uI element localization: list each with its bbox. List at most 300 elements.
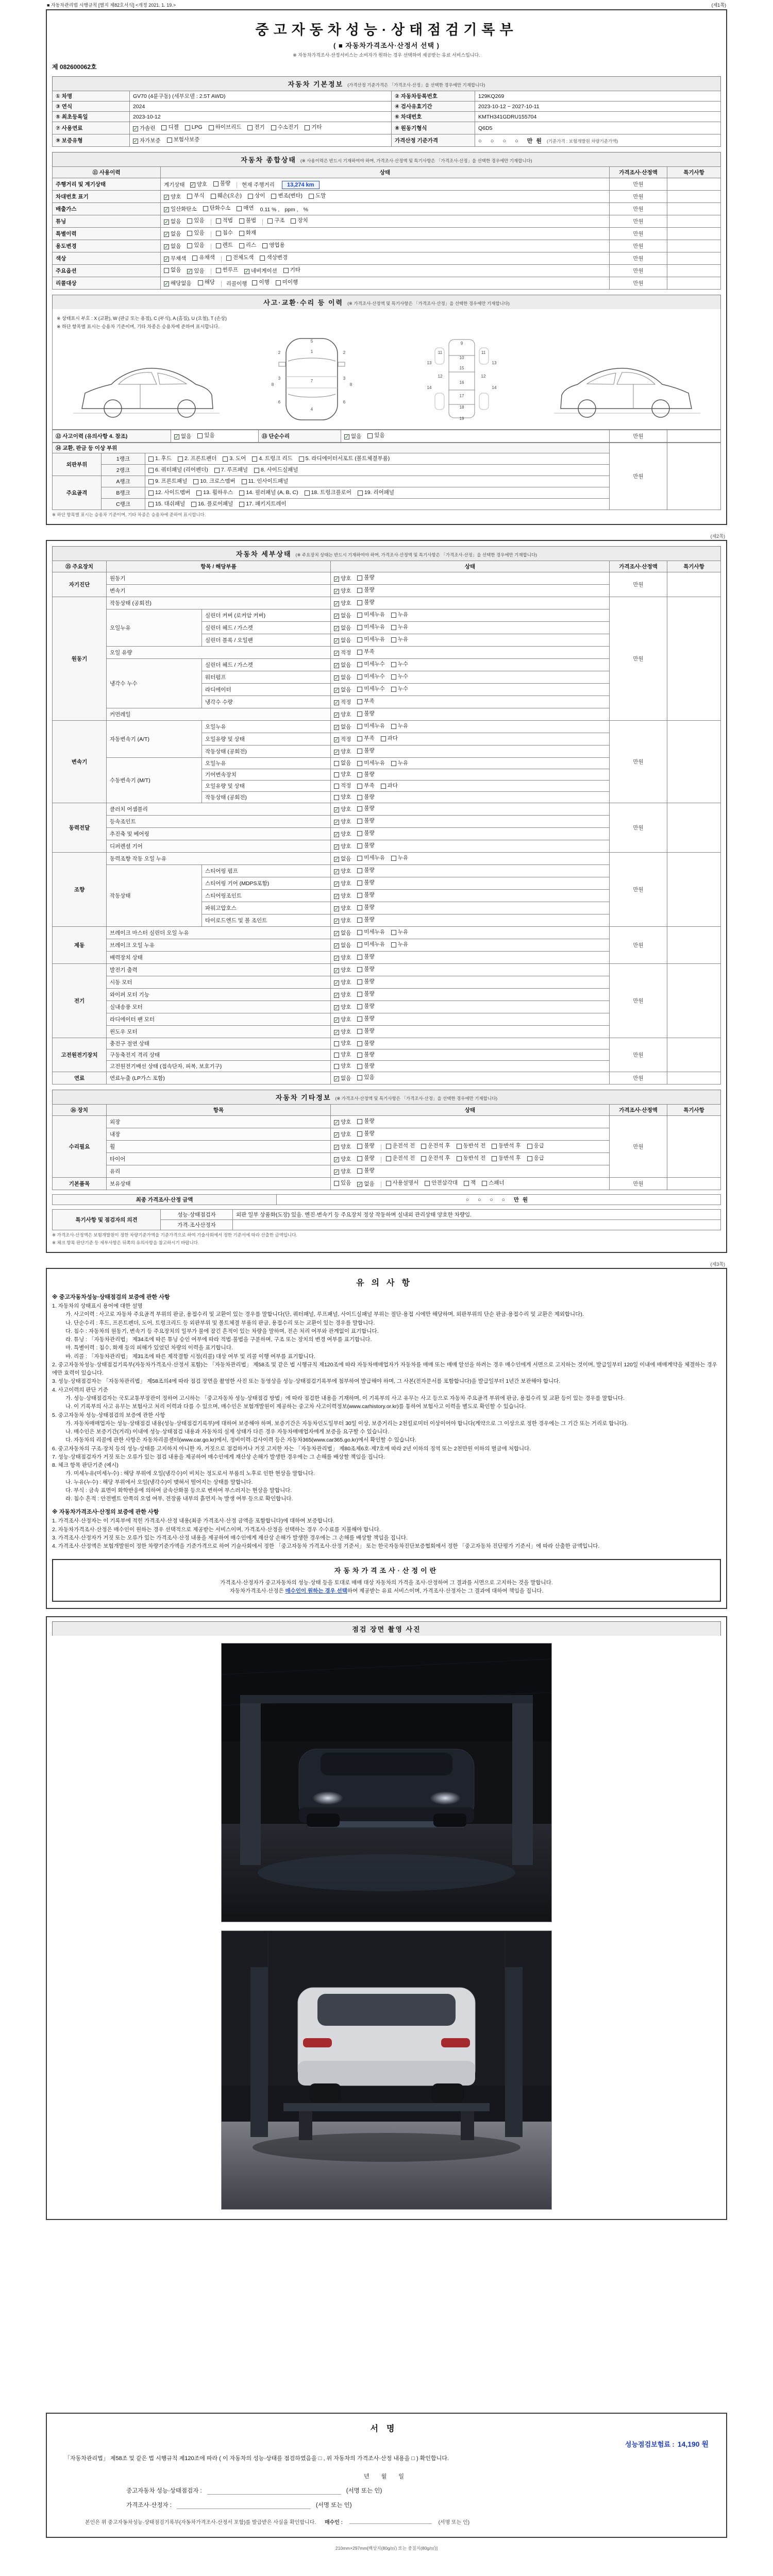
checkbox-unchecked-icon[interactable]	[358, 490, 363, 496]
checkbox-unchecked-icon[interactable]	[148, 479, 154, 484]
rank-label: 1랭크	[102, 453, 145, 465]
checkbox-unchecked-icon[interactable]	[187, 231, 192, 236]
checkbox-unchecked-icon[interactable]	[213, 181, 219, 187]
checkbox-unchecked-icon[interactable]	[357, 967, 362, 972]
option-label: 양호	[341, 1052, 351, 1058]
checkbox-unchecked-icon[interactable]	[357, 992, 362, 997]
option-label: 없음	[341, 760, 351, 766]
state-cell	[331, 1128, 610, 1141]
checkbox-unchecked-icon[interactable]	[357, 699, 362, 704]
option-text: %	[303, 206, 308, 213]
accident-title-note: (※ 가격조사·산정액 및 특기사항은 「가격조사·산정」을 선택한 경우에만 기재합니다)	[347, 301, 510, 306]
checkbox-unchecked-icon[interactable]	[305, 125, 310, 130]
checkbox-unchecked-icon[interactable]	[193, 479, 198, 484]
checkbox-unchecked-icon[interactable]	[357, 650, 362, 655]
checkbox-checked-icon[interactable]: ✓	[334, 856, 339, 862]
checkbox-unchecked-icon[interactable]	[357, 1131, 362, 1137]
checkbox-unchecked-icon[interactable]	[391, 942, 396, 947]
checkbox-unchecked-icon[interactable]	[260, 256, 265, 261]
comprehensive-title: 자동차 종합상태	[241, 156, 296, 164]
buyer-signature-line[interactable]	[349, 2517, 432, 2524]
item-label: 실내송풍 모터	[107, 1001, 331, 1013]
checkbox-unchecked-icon[interactable]	[527, 1156, 532, 1161]
checkbox-unchecked-icon[interactable]	[334, 1041, 339, 1046]
option	[164, 205, 197, 214]
checkbox-unchecked-icon[interactable]	[192, 256, 197, 261]
checkbox-unchecked-icon[interactable]	[391, 687, 396, 692]
checkbox-unchecked-icon[interactable]	[381, 784, 386, 789]
signature-section	[46, 2413, 727, 2538]
state-cell	[331, 1178, 610, 1190]
checkbox-unchecked-icon[interactable]	[197, 433, 203, 438]
header-usage: ⑪ 사용이력	[53, 167, 161, 178]
checkbox-unchecked-icon[interactable]	[357, 918, 362, 923]
checkbox-unchecked-icon[interactable]	[178, 456, 183, 462]
checkbox-unchecked-icon[interactable]	[334, 795, 339, 800]
checkbox-checked-icon[interactable]: ✓	[334, 955, 339, 961]
inspector-signature-line[interactable]	[207, 2488, 341, 2495]
checkbox-unchecked-icon[interactable]	[161, 125, 166, 130]
checkbox-checked-icon[interactable]: ✓	[164, 194, 169, 200]
checkbox-checked-icon[interactable]: ✓	[164, 281, 169, 287]
exchange-parts-table	[52, 443, 721, 510]
checkbox-unchecked-icon[interactable]	[357, 724, 362, 729]
panel-number: 7	[310, 379, 313, 383]
checkbox-unchecked-icon[interactable]	[252, 280, 257, 285]
checkbox-unchecked-icon[interactable]	[334, 784, 339, 789]
checkbox-unchecked-icon[interactable]	[187, 243, 192, 248]
checkbox-unchecked-icon[interactable]	[357, 1119, 362, 1124]
option-label: 양호	[341, 1119, 351, 1125]
option-label: 동반석 후	[498, 1143, 521, 1149]
table-header-row	[53, 167, 721, 178]
checkbox-unchecked-icon[interactable]	[425, 1181, 430, 1186]
checkbox-unchecked-icon[interactable]	[334, 1053, 339, 1058]
checkbox-checked-icon[interactable]: ✓	[164, 256, 169, 262]
vin-value: KMTH341GDRU155704	[475, 112, 721, 122]
checkbox-unchecked-icon[interactable]	[391, 674, 396, 680]
checkbox-unchecked-icon[interactable]	[271, 125, 276, 130]
checkbox-unchecked-icon[interactable]	[457, 1144, 462, 1149]
option	[357, 1014, 374, 1023]
checkbox-unchecked-icon[interactable]	[391, 724, 396, 729]
checkbox-unchecked-icon[interactable]	[357, 1156, 362, 1161]
option	[334, 636, 351, 645]
checkbox-checked-icon[interactable]: ✓	[334, 881, 339, 887]
checkbox-unchecked-icon[interactable]	[492, 1156, 497, 1161]
note-cell	[667, 1178, 721, 1190]
checkbox-checked-icon[interactable]: ✓	[334, 930, 339, 937]
option	[309, 192, 326, 200]
exchange-header-row	[53, 443, 721, 453]
price-cell: 만원	[610, 228, 667, 240]
option-label: 없음	[171, 231, 181, 237]
final-amount-value: ○ ○ ○ ○ 만원	[277, 1195, 721, 1205]
checkbox-checked-icon[interactable]: ✓	[334, 601, 339, 607]
price-cell: 만원	[610, 572, 667, 597]
checkbox-checked-icon[interactable]: ✓	[334, 737, 339, 743]
checkbox-checked-icon[interactable]: ✓	[334, 749, 339, 755]
checkbox-unchecked-icon[interactable]	[357, 856, 362, 861]
checkbox-checked-icon[interactable]: ✓	[164, 207, 169, 213]
checkbox-unchecked-icon[interactable]	[367, 433, 373, 438]
part-label: 실린더 블록 / 오일팬	[202, 634, 331, 647]
checkbox-unchecked-icon[interactable]	[391, 662, 396, 667]
option	[357, 829, 374, 838]
accident-summary-table	[52, 430, 721, 443]
checkbox-checked-icon[interactable]: ✓	[334, 1017, 339, 1023]
option	[226, 253, 254, 262]
checkbox-unchecked-icon[interactable]	[464, 1181, 469, 1186]
checkbox-unchecked-icon[interactable]	[357, 880, 362, 886]
checkbox-checked-icon[interactable]: ✓	[133, 138, 138, 144]
device-label: 고전원전기장치	[53, 1038, 107, 1072]
option	[357, 817, 374, 825]
rank-items	[145, 476, 610, 487]
option	[357, 977, 374, 986]
part-label: 실린더 헤드 / 가스켓	[202, 622, 331, 634]
checkbox-unchecked-icon[interactable]	[357, 1075, 362, 1080]
option-label: 침수	[222, 230, 233, 236]
checkbox-unchecked-icon[interactable]	[357, 1016, 362, 1022]
checkbox-unchecked-icon[interactable]	[357, 674, 362, 680]
checkbox-checked-icon[interactable]: ✓	[334, 1076, 339, 1082]
option	[254, 466, 298, 474]
checkbox-unchecked-icon[interactable]	[223, 456, 228, 462]
checkbox-unchecked-icon[interactable]	[196, 490, 201, 496]
checkbox-unchecked-icon[interactable]	[357, 613, 362, 618]
checkbox-unchecked-icon[interactable]	[148, 456, 154, 462]
checkbox-unchecked-icon[interactable]	[357, 637, 362, 642]
exchange-parts-body	[53, 443, 721, 510]
checkbox-checked-icon[interactable]: ✓	[164, 244, 169, 250]
checkbox-checked-icon[interactable]: ✓	[334, 832, 339, 838]
option	[391, 685, 408, 693]
checkbox-unchecked-icon[interactable]	[267, 218, 273, 224]
option-label: 불량	[220, 180, 231, 187]
checkbox-checked-icon[interactable]: ✓	[334, 980, 339, 986]
option	[244, 267, 277, 276]
option	[357, 598, 374, 607]
checkbox-checked-icon[interactable]: ✓	[334, 1157, 339, 1163]
option-label: 양호	[341, 955, 351, 961]
checkbox-unchecked-icon[interactable]	[391, 930, 396, 935]
checkbox-checked-icon[interactable]: ✓	[358, 1181, 362, 1188]
usage-state	[161, 191, 610, 203]
checkbox-unchecked-icon[interactable]	[357, 868, 362, 873]
option-label: 미세누수	[364, 661, 385, 667]
checkbox-unchecked-icon[interactable]	[357, 979, 362, 985]
checkbox-checked-icon[interactable]: ✓	[190, 182, 195, 188]
checkbox-checked-icon[interactable]: ✓	[245, 268, 249, 275]
checkbox-unchecked-icon[interactable]	[381, 736, 386, 741]
checkbox-unchecked-icon[interactable]	[216, 243, 221, 248]
checkbox-unchecked-icon[interactable]	[148, 468, 154, 473]
option	[334, 649, 351, 657]
checkbox-unchecked-icon[interactable]	[357, 1004, 362, 1009]
checkbox-checked-icon[interactable]: ✓	[334, 906, 339, 912]
checkbox-checked-icon[interactable]: ✓	[164, 219, 169, 225]
checkbox-unchecked-icon[interactable]	[357, 893, 362, 898]
checkbox-unchecked-icon[interactable]	[357, 575, 362, 581]
checkbox-unchecked-icon[interactable]	[357, 930, 362, 935]
checkbox-unchecked-icon[interactable]	[237, 206, 242, 211]
header-price: 가격조사·산정액	[610, 167, 667, 178]
checkbox-checked-icon[interactable]: ✓	[345, 434, 349, 440]
checkbox-unchecked-icon[interactable]	[216, 231, 221, 236]
checkbox-unchecked-icon[interactable]	[357, 687, 362, 692]
blank-gap	[46, 2227, 727, 2413]
item-label: 발전기 출력	[107, 964, 331, 976]
option-label: 부족	[364, 698, 375, 704]
checkbox-unchecked-icon[interactable]	[239, 231, 244, 236]
state-cell	[331, 1165, 610, 1178]
option	[334, 748, 351, 756]
checkbox-unchecked-icon[interactable]	[357, 831, 362, 836]
option	[334, 661, 351, 670]
comprehensive-body	[53, 178, 721, 290]
checkbox-checked-icon[interactable]: ✓	[133, 126, 138, 132]
option-label: 양호	[341, 979, 351, 986]
checkbox-unchecked-icon[interactable]	[391, 613, 396, 618]
checkbox-unchecked-icon[interactable]	[248, 194, 253, 199]
checkbox-unchecked-icon[interactable]	[239, 490, 244, 496]
checkbox-unchecked-icon[interactable]	[216, 218, 221, 224]
checkbox-unchecked-icon[interactable]	[164, 268, 169, 273]
checkbox-unchecked-icon[interactable]	[187, 194, 192, 199]
option-label: 불량	[364, 867, 375, 873]
checkbox-checked-icon[interactable]: ✓	[334, 650, 339, 656]
option	[357, 672, 385, 681]
checkbox-checked-icon[interactable]: ✓	[334, 663, 339, 669]
checkbox-unchecked-icon[interactable]	[242, 479, 247, 484]
checkbox-unchecked-icon[interactable]	[271, 194, 276, 199]
usage-item-label: 차대번호 표기	[53, 191, 161, 203]
option-label: 기타	[311, 124, 322, 130]
part-label: 오일누유	[202, 721, 331, 733]
part-label: 냉각수 수량	[202, 696, 331, 708]
usage-state	[161, 203, 610, 215]
option-label: 응급	[533, 1155, 544, 1161]
option	[357, 916, 374, 924]
checkbox-checked-icon[interactable]: ✓	[334, 687, 339, 693]
option	[148, 500, 185, 509]
checkbox-unchecked-icon[interactable]	[211, 194, 216, 199]
checkbox-checked-icon[interactable]: ✓	[334, 1144, 339, 1150]
checkbox-unchecked-icon[interactable]	[357, 1144, 362, 1149]
option	[239, 229, 256, 238]
checkbox-unchecked-icon[interactable]	[334, 1181, 339, 1186]
checkbox-unchecked-icon[interactable]	[357, 761, 362, 766]
appraiser-signature-line[interactable]	[177, 2502, 311, 2509]
option-label: 미세누유	[364, 855, 385, 861]
checkbox-unchecked-icon[interactable]	[214, 468, 220, 473]
checkbox-unchecked-icon[interactable]	[357, 1029, 362, 1034]
checkbox-unchecked-icon[interactable]	[276, 280, 281, 285]
checkbox-checked-icon[interactable]: ✓	[334, 893, 339, 900]
checkbox-checked-icon[interactable]: ✓	[175, 434, 179, 440]
checkbox-unchecked-icon[interactable]	[527, 1144, 532, 1149]
checkbox-checked-icon[interactable]: ✓	[334, 724, 339, 731]
checkbox-unchecked-icon[interactable]	[291, 218, 296, 224]
checkbox-unchecked-icon[interactable]	[185, 125, 190, 130]
checkbox-unchecked-icon[interactable]	[357, 1053, 362, 1058]
checkbox-unchecked-icon[interactable]	[239, 502, 244, 507]
option-label: 불량	[364, 587, 375, 593]
option-label: 수소전기	[277, 124, 299, 130]
checkbox-unchecked-icon[interactable]	[148, 490, 154, 496]
checkbox-checked-icon[interactable]: ✓	[334, 844, 339, 850]
section-comprehensive	[52, 152, 721, 290]
checkbox-unchecked-icon[interactable]	[357, 1168, 362, 1174]
checkbox-checked-icon[interactable]: ✓	[334, 675, 339, 681]
checkbox-unchecked-icon[interactable]	[482, 1181, 487, 1186]
checkbox-unchecked-icon[interactable]	[305, 490, 310, 496]
checkbox-unchecked-icon[interactable]	[421, 1156, 426, 1161]
checkbox-unchecked-icon[interactable]	[209, 125, 214, 130]
checkbox-unchecked-icon[interactable]	[357, 1064, 362, 1069]
document-subnote: ※ 자동차가격조사·산정서비스는 소비자가 원하는 경우 선택하여 제공받는 유료 서비스입니다.	[293, 53, 480, 58]
signature-statement: 「자동차관리법」 제58조 및 같은 법 시행규칙 제120조에 따라 ( 이 자동차의 성능·상태를 점검하였음을 □ , 위 자동차의 가격조사·산정 내용을 □ ) 확인합니다.	[64, 2455, 449, 2462]
checkbox-unchecked-icon[interactable]	[334, 761, 339, 766]
checkbox-checked-icon[interactable]: ✓	[334, 613, 339, 619]
option-label: 없음	[171, 218, 181, 225]
checkbox-unchecked-icon[interactable]	[252, 456, 257, 462]
checkbox-checked-icon[interactable]: ✓	[334, 1132, 339, 1138]
inspection-value: 2023-10-12 ~ 2027-10-11	[475, 101, 721, 112]
option-text: ppm ,	[284, 206, 298, 213]
checkbox-unchecked-icon[interactable]	[239, 243, 244, 248]
checkbox-unchecked-icon[interactable]	[357, 625, 362, 630]
option-label: 누유	[397, 941, 409, 947]
checkbox-unchecked-icon[interactable]	[357, 819, 362, 824]
checkbox-unchecked-icon[interactable]	[357, 588, 362, 593]
final-amount-label: 최종 가격조사·산정 금액	[53, 1195, 277, 1205]
checkbox-unchecked-icon[interactable]	[334, 1064, 339, 1069]
rank-label: C랭크	[102, 499, 145, 510]
checkbox-checked-icon[interactable]: ✓	[334, 588, 339, 595]
checkbox-unchecked-icon[interactable]	[357, 942, 362, 947]
checkbox-checked-icon[interactable]: ✓	[334, 968, 339, 974]
checkbox-unchecked-icon[interactable]	[247, 125, 253, 130]
option	[190, 180, 207, 189]
checkbox-unchecked-icon[interactable]	[203, 206, 208, 211]
checkbox-unchecked-icon[interactable]	[262, 243, 267, 248]
checkbox-checked-icon[interactable]: ✓	[164, 231, 169, 238]
item-label: 내장	[107, 1128, 331, 1141]
price-cell: 만원	[610, 597, 667, 721]
opinion-text	[233, 1220, 721, 1230]
checkbox-unchecked-icon[interactable]	[391, 637, 396, 642]
checkbox-unchecked-icon[interactable]	[148, 502, 154, 507]
checkbox-unchecked-icon[interactable]	[309, 194, 314, 199]
checkbox-unchecked-icon[interactable]	[386, 1144, 391, 1149]
checkbox-unchecked-icon[interactable]	[357, 955, 362, 960]
notices-line: 나. 매수인은 보증기간(거리) 이내에 성능·상태점검 내용과 자동차의 실제 상태가 다른 경우 자동차매매업자에게 보증을 요구할 수 있습니다.	[65, 1429, 390, 1435]
appraiser-label: 가격조사·산정자 :	[126, 2502, 172, 2509]
option-label: 불량	[364, 1143, 375, 1149]
checkbox-checked-icon[interactable]: ✓	[334, 807, 339, 813]
usage-state	[161, 277, 610, 290]
checkbox-checked-icon[interactable]: ✓	[188, 268, 192, 275]
device-row	[53, 964, 721, 976]
checkbox-checked-icon[interactable]: ✓	[334, 1005, 339, 1011]
definition-box-title: 자동차가격조사·산정이란	[334, 1566, 439, 1574]
checkbox-unchecked-icon[interactable]	[357, 662, 362, 667]
checkbox-unchecked-icon[interactable]	[216, 268, 221, 273]
header-state: 상태	[331, 561, 610, 572]
checkbox-checked-icon[interactable]: ✓	[334, 819, 339, 825]
option	[357, 611, 385, 619]
checkbox-checked-icon[interactable]: ✓	[334, 1120, 339, 1126]
checkbox-unchecked-icon[interactable]	[167, 138, 172, 143]
checkbox-unchecked-icon[interactable]	[357, 749, 362, 754]
checkbox-unchecked-icon[interactable]	[391, 761, 396, 766]
checkbox-unchecked-icon[interactable]	[357, 600, 362, 605]
checkbox-unchecked-icon[interactable]	[239, 218, 244, 224]
checkbox-unchecked-icon[interactable]	[357, 843, 362, 849]
checkbox-checked-icon[interactable]: ✓	[334, 869, 339, 875]
note-cell	[667, 252, 721, 265]
checkbox-unchecked-icon[interactable]	[357, 711, 362, 717]
state-cell	[331, 1038, 610, 1049]
checkbox-unchecked-icon[interactable]	[457, 1156, 462, 1161]
checkbox-unchecked-icon[interactable]	[357, 905, 362, 910]
checkbox-checked-icon[interactable]: ✓	[334, 576, 339, 582]
checkbox-unchecked-icon[interactable]	[357, 1041, 362, 1046]
checkbox-checked-icon[interactable]: ✓	[334, 712, 339, 718]
checkbox-unchecked-icon[interactable]	[254, 468, 259, 473]
checkbox-unchecked-icon[interactable]	[386, 1181, 391, 1186]
checkbox-checked-icon[interactable]: ✓	[334, 1029, 339, 1036]
checkbox-checked-icon[interactable]: ✓	[334, 1169, 339, 1175]
checkbox-checked-icon[interactable]: ✓	[334, 918, 339, 924]
checkbox-checked-icon[interactable]: ✓	[334, 700, 339, 706]
checkbox-unchecked-icon[interactable]	[299, 456, 304, 462]
option-label: 동반석 전	[463, 1143, 486, 1149]
checkbox-checked-icon[interactable]: ✓	[334, 638, 339, 644]
state-cell	[331, 1026, 610, 1038]
checkbox-checked-icon[interactable]: ✓	[334, 943, 339, 949]
checkbox-checked-icon[interactable]: ✓	[334, 992, 339, 998]
checkbox-unchecked-icon[interactable]	[421, 1144, 426, 1149]
checkbox-unchecked-icon[interactable]	[492, 1144, 497, 1149]
checkbox-unchecked-icon[interactable]	[191, 502, 196, 507]
checkbox-unchecked-icon[interactable]	[357, 806, 362, 811]
checkbox-unchecked-icon[interactable]	[334, 772, 339, 777]
usage-state	[161, 240, 610, 252]
checkbox-unchecked-icon[interactable]	[187, 218, 192, 224]
checkbox-unchecked-icon[interactable]	[357, 784, 362, 789]
option-label: 보험사보증	[173, 137, 200, 143]
option-label: 불량	[364, 1167, 375, 1174]
item-label: 충전구 절연 상태	[107, 1038, 331, 1049]
checkbox-unchecked-icon[interactable]	[357, 795, 362, 800]
checkbox-unchecked-icon[interactable]	[283, 268, 289, 273]
checkbox-unchecked-icon[interactable]	[391, 856, 396, 861]
checkbox-unchecked-icon[interactable]	[226, 256, 231, 261]
checkbox-checked-icon[interactable]: ✓	[334, 625, 339, 632]
option-label: 불량	[364, 710, 375, 717]
checkbox-unchecked-icon[interactable]	[357, 736, 362, 741]
option-text: 리콜이행	[226, 280, 247, 287]
table-row	[53, 112, 721, 122]
checkbox-unchecked-icon[interactable]	[386, 1156, 391, 1161]
checkbox-unchecked-icon[interactable]	[198, 280, 203, 285]
header-price: 가격조사·산정액	[610, 561, 667, 572]
checkbox-unchecked-icon[interactable]	[357, 772, 362, 777]
checkbox-unchecked-icon[interactable]	[391, 625, 396, 630]
